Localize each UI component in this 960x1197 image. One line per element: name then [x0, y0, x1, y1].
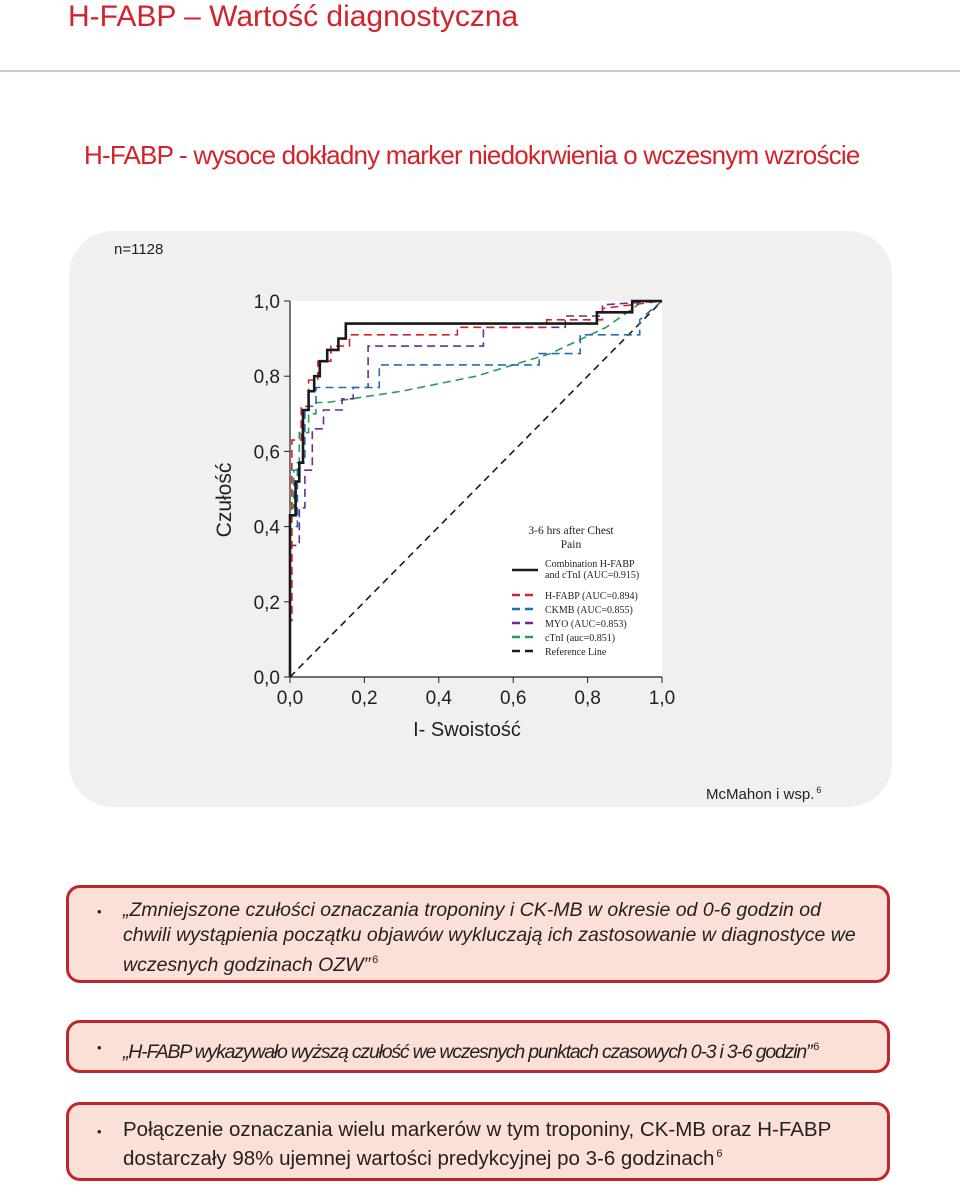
bullet-symbol: •	[97, 1040, 102, 1055]
y-tick-label: 0,4	[253, 517, 280, 539]
x-tick-label: 0,2	[351, 688, 378, 709]
bullet-box-2	[66, 1020, 890, 1073]
bullet-text	[123, 1117, 867, 1171]
x-tick-label: 0,0	[276, 688, 304, 709]
bullet-ref: 6	[813, 1041, 819, 1053]
y-tick-label: 0,6	[253, 442, 280, 464]
bullet-symbol: •	[97, 1124, 102, 1139]
sample-size-label: n=1128	[114, 241, 164, 258]
bullet-text-main: Połączenie oznaczania wielu markerów w tym troponiny, CK-MB oraz H-FABP dostarczały 98% ujemnej wartości predykcyjnej po 3-6 godzinach	[123, 1118, 831, 1170]
legend-title: 3-6 hrs after Chest Pain	[528, 525, 614, 551]
bullet-text	[123, 1035, 867, 1065]
y-axis-label: Czułość	[213, 462, 236, 538]
legend-label: H-FABP (AUC=0.894)	[545, 591, 638, 602]
page-subtitle: H-FABP - wysoce dokładny marker niedokrwienia o wczesnym wzroście	[84, 140, 860, 170]
bullet-ref: 6	[716, 1148, 723, 1160]
bullet-text-main: „Zmniejszone czułości oznaczania troponiny i CK-MB w okresie od 0-6 godzin od chwili wystąpienia początku objawów wykluczają ich zastosowanie w diagnostyce we wczesnych godzinach OZW”	[123, 899, 856, 976]
y-tick-label: 1,0	[253, 292, 280, 313]
x-tick-label: 0,8	[574, 688, 601, 709]
y-tick-label: 0,8	[253, 367, 280, 389]
source-ref: 6	[816, 785, 822, 795]
x-tick-label: 1,0	[648, 688, 676, 709]
bullet-box-3	[66, 1102, 890, 1181]
legend-label: MYO (AUC=0.853)	[545, 619, 627, 630]
bullet-text-main: „H-FABP wykazywało wyższą czułość we wczesnych punktach czasowych 0-3 i 3-6 godzin”	[123, 1041, 812, 1063]
legend-label: Combination H-FABP and cTnI (AUC=0.915)	[545, 559, 640, 581]
legend-label: cTnI (auc=0.851)	[545, 633, 616, 644]
bullet-text	[123, 898, 867, 978]
bullet-box-1	[66, 885, 890, 983]
legend-label: Reference Line	[545, 647, 607, 658]
x-axis-label: I- Swoistość	[413, 719, 521, 741]
y-tick-label: 0,2	[253, 592, 280, 614]
source-label: McMahon i wsp.	[706, 786, 815, 803]
legend-label: CKMB (AUC=0.855)	[545, 605, 633, 616]
bullet-ref: 6	[372, 954, 379, 966]
y-tick-label: 0,0	[253, 668, 280, 689]
x-tick-label: 0,4	[425, 688, 453, 709]
page-title: H-FABP – Wartość diagnostyczna	[68, 0, 519, 33]
bullet-symbol: •	[97, 904, 102, 919]
x-tick-label: 0,6	[499, 688, 527, 709]
figure-source	[706, 785, 821, 803]
